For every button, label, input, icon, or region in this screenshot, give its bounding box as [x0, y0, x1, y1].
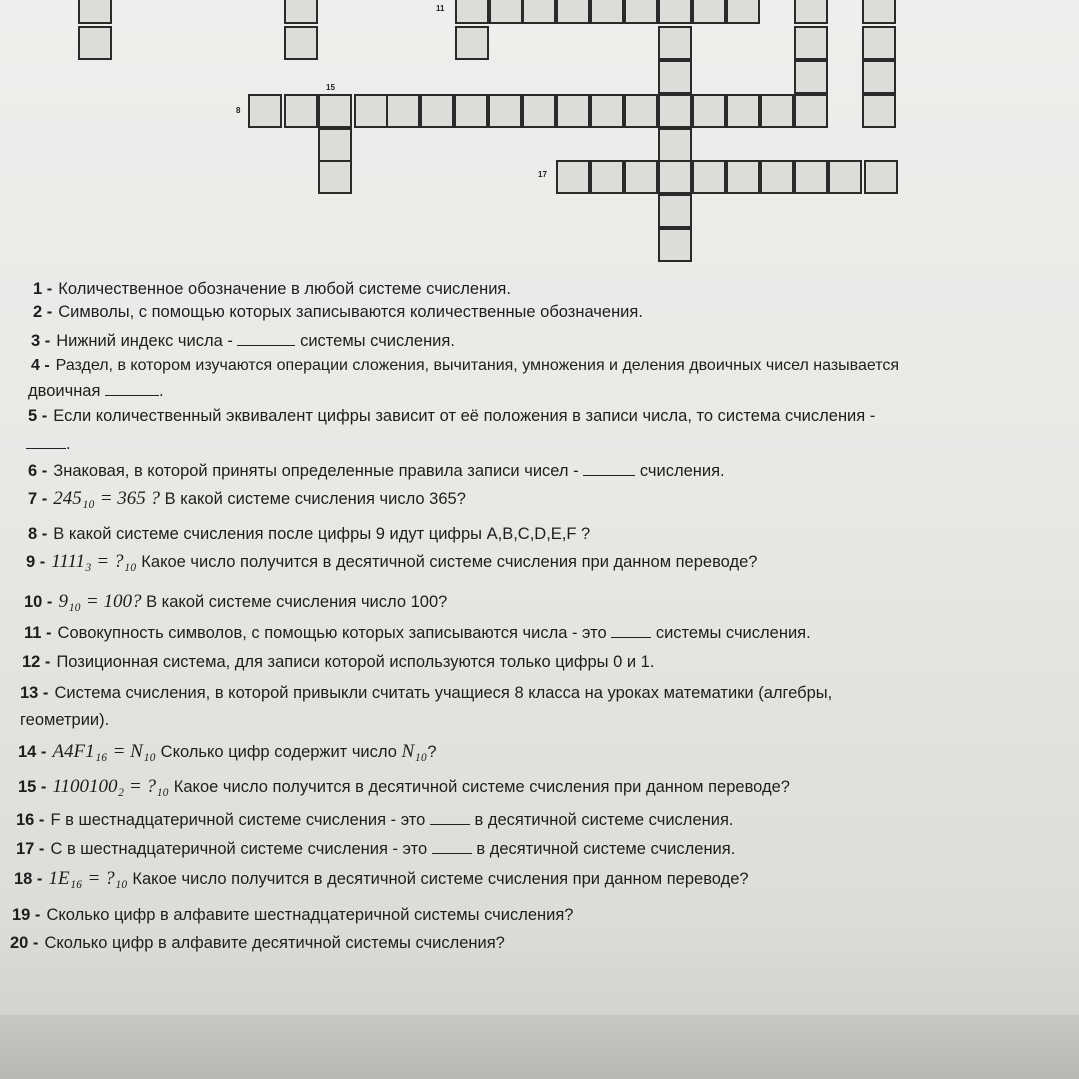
- clue-number: 7 -: [28, 490, 48, 508]
- clue-number: 9 -: [26, 553, 46, 571]
- answer-blank: [611, 623, 651, 638]
- clue-formula: 245₁₀ = 365 ?: [53, 488, 161, 509]
- clue-text: счисления.: [639, 462, 725, 480]
- clue-18: [14, 869, 749, 889]
- clue-number: 4 -: [31, 357, 50, 374]
- clue-number-15: 15: [326, 83, 335, 92]
- crossword-cell[interactable]: [590, 160, 624, 194]
- answer-blank: [26, 434, 66, 449]
- clue-text: В какой системе счисления число 365?: [164, 490, 466, 508]
- crossword-cell[interactable]: [828, 160, 862, 194]
- crossword-cell[interactable]: [284, 26, 318, 60]
- clue-19: [12, 905, 573, 925]
- clue-13-continued: [20, 710, 109, 730]
- crossword-cell[interactable]: [658, 194, 692, 228]
- crossword-cell[interactable]: [862, 0, 896, 24]
- clue-number: 8 -: [28, 525, 48, 543]
- crossword-cell[interactable]: [556, 160, 590, 194]
- clue-11: [24, 623, 811, 643]
- clue-number: 10 -: [24, 593, 53, 611]
- clue-number: 2 -: [33, 303, 53, 321]
- crossword-cell[interactable]: [726, 160, 760, 194]
- clue-10: [24, 592, 447, 612]
- clue-number: 20 -: [10, 934, 39, 952]
- clue-text: Сколько цифр в алфавите десятичной системы счисления?: [44, 934, 505, 952]
- clue-number: 5 -: [28, 407, 48, 425]
- clue-2: [33, 302, 643, 322]
- clue-20: [10, 933, 505, 953]
- clue-text: Знаковая, в которой приняты определенные правила записи чисел -: [53, 462, 579, 480]
- clue-number: 18 -: [14, 870, 43, 888]
- crossword-cell[interactable]: [248, 94, 282, 128]
- clue-15: [18, 777, 790, 797]
- crossword-cell[interactable]: [590, 0, 624, 24]
- clue-text: Количественное обозначение в любой системе счисления.: [58, 280, 511, 298]
- clue-text: В какой системе счисления после цифры 9 идут цифры A,B,C,D,E,F ?: [53, 525, 591, 543]
- clue-formula: A4F1₁₆ = N₁₀: [52, 741, 157, 762]
- answer-blank: [432, 839, 472, 854]
- crossword-cell[interactable]: [318, 94, 352, 128]
- crossword-cell[interactable]: [726, 94, 760, 128]
- clue-text: в десятичной системе счисления.: [476, 840, 736, 858]
- clue-text: Позиционная система, для записи которой используются только цифры 0 и 1.: [56, 653, 655, 671]
- clue-text: Сколько цифр содержит число: [160, 743, 397, 761]
- crossword-cell[interactable]: [658, 160, 692, 194]
- clue-number: 1 -: [33, 280, 53, 298]
- clue-text: системы счисления.: [655, 624, 811, 642]
- clue-8: [28, 524, 590, 544]
- crossword-cell[interactable]: [624, 0, 658, 24]
- answer-blank: [583, 461, 635, 476]
- crossword-cell[interactable]: [624, 160, 658, 194]
- clue-text: Какое число получится в десятичной системе счисления при данном переводе?: [141, 553, 758, 571]
- crossword-cell[interactable]: [455, 26, 489, 60]
- crossword-cell[interactable]: [420, 94, 454, 128]
- clue-text: в десятичной системе счисления.: [474, 811, 734, 829]
- crossword-cell[interactable]: [760, 160, 794, 194]
- clue-number: 11 -: [24, 624, 52, 642]
- clue-number: 17 -: [16, 840, 45, 858]
- clue-6: [28, 461, 725, 481]
- clue-number: 15 -: [18, 778, 47, 796]
- clue-number: 16 -: [16, 811, 45, 829]
- crossword-cell[interactable]: [318, 128, 352, 162]
- clue-number-8: 8: [236, 106, 241, 115]
- crossword-cell[interactable]: [658, 26, 692, 60]
- crossword-cell[interactable]: [658, 0, 692, 24]
- clue-number: 13 -: [20, 684, 49, 702]
- crossword-cell[interactable]: [692, 94, 726, 128]
- clue-17: [16, 839, 735, 859]
- crossword-cell[interactable]: [284, 0, 318, 24]
- crossword-cell[interactable]: [658, 128, 692, 162]
- crossword-cell[interactable]: [454, 94, 488, 128]
- clue-text: Нижний индекс числа -: [56, 332, 233, 350]
- clue-text: Какое число получится в десятичной системе счисления при данном переводе?: [173, 778, 790, 796]
- clue-text: В какой системе счисления число 100?: [146, 593, 448, 611]
- clue-text: системы счисления.: [300, 332, 455, 350]
- clue-5-continued: [26, 434, 71, 454]
- crossword-cell[interactable]: [692, 0, 726, 24]
- crossword-cell[interactable]: [794, 160, 828, 194]
- clue-number-17: 17: [538, 170, 547, 179]
- clue-formula: 1111₃ = ?₁₀: [51, 551, 137, 572]
- clue-text: Сколько цифр в алфавите шестнадцатеричной системы счисления?: [46, 906, 574, 924]
- crossword-cell[interactable]: [658, 60, 692, 94]
- clue-7: [28, 489, 466, 509]
- crossword-cell[interactable]: [284, 94, 318, 128]
- clue-number: 12 -: [22, 653, 51, 671]
- crossword-cell[interactable]: [760, 94, 794, 128]
- clue-text: Совокупность символов, с помощью которых записываются числа - это: [57, 624, 607, 642]
- clue-12: [22, 652, 654, 672]
- crossword-cell[interactable]: [488, 94, 522, 128]
- clue-number-11: 11: [436, 4, 445, 13]
- clue-formula: 9₁₀ = 100?: [58, 591, 142, 612]
- page-shadow: [0, 1015, 1079, 1079]
- crossword-cell[interactable]: [794, 0, 828, 24]
- clue-formula: 1100100₂ = ?₁₀: [52, 776, 170, 797]
- clue-text: Если количественный эквивалент цифры зависит от её положения в записи числа, то система счисления -: [53, 407, 876, 425]
- crossword-cell[interactable]: [556, 94, 590, 128]
- clue-5: [28, 406, 875, 426]
- clue-3: [31, 331, 455, 351]
- clue-number: 14 -: [18, 743, 47, 761]
- crossword-cell[interactable]: [522, 0, 556, 24]
- clue-1: [33, 279, 511, 299]
- clue-text: F в шестнадцатеричной системе счисления - это: [50, 811, 426, 829]
- crossword-cell[interactable]: [658, 94, 692, 128]
- crossword-cell[interactable]: [354, 94, 388, 128]
- crossword-cell[interactable]: [658, 228, 692, 262]
- clue-text: двоичная: [28, 382, 101, 400]
- clue-4-continued: [28, 381, 164, 401]
- crossword-cell[interactable]: [864, 160, 898, 194]
- clue-text: Раздел, в котором изучаются операции сложения, вычитания, умножения и деления двоичных чисел называется: [55, 357, 900, 374]
- clue-formula: N₁₀: [401, 741, 428, 762]
- clue-16: [16, 810, 733, 830]
- clue-text: .: [66, 435, 71, 453]
- crossword-cell[interactable]: [78, 0, 112, 24]
- clue-14: [18, 742, 437, 762]
- clue-9: [26, 552, 757, 572]
- crossword-cell[interactable]: [386, 94, 420, 128]
- crossword-cell[interactable]: [862, 60, 896, 94]
- clue-text: Символы, с помощью которых записываются количественные обозначения.: [58, 303, 643, 321]
- crossword-cell[interactable]: [78, 26, 112, 60]
- answer-blank: [105, 381, 159, 396]
- crossword-cell[interactable]: [862, 26, 896, 60]
- crossword-cell[interactable]: [590, 94, 624, 128]
- crossword-cell[interactable]: [726, 0, 760, 24]
- crossword-cell[interactable]: [522, 94, 556, 128]
- crossword-cell[interactable]: [794, 94, 828, 128]
- clue-text: ?: [427, 743, 437, 761]
- crossword-cell[interactable]: [489, 0, 523, 24]
- clue-text: Система счисления, в которой привыкли считать учащиеся 8 класса на уроках математики (алгебры,: [54, 684, 833, 702]
- crossword-cell[interactable]: [624, 94, 658, 128]
- clue-4: [31, 356, 899, 376]
- clue-number: 19 -: [12, 906, 41, 924]
- answer-blank: [430, 810, 470, 825]
- clue-number: 6 -: [28, 462, 48, 480]
- clue-text: C в шестнадцатеричной системе счисления - это: [50, 840, 428, 858]
- clue-text: геометрии).: [20, 711, 110, 729]
- crossword-cell[interactable]: [455, 0, 489, 24]
- crossword-cell[interactable]: [794, 26, 828, 60]
- clue-13: [20, 683, 832, 703]
- crossword-cell[interactable]: [862, 94, 896, 128]
- crossword-cell[interactable]: [692, 160, 726, 194]
- crossword-cell[interactable]: [318, 160, 352, 194]
- clue-text: Какое число получится в десятичной системе счисления при данном переводе?: [132, 870, 749, 888]
- clue-number: 3 -: [31, 332, 51, 350]
- answer-blank: [237, 331, 295, 346]
- crossword-grid: [0, 0, 1079, 270]
- clue-text: .: [159, 382, 164, 400]
- clue-formula: 1E₁₆ = ?₁₀: [48, 868, 128, 889]
- crossword-cell[interactable]: [556, 0, 590, 24]
- crossword-cell[interactable]: [794, 60, 828, 94]
